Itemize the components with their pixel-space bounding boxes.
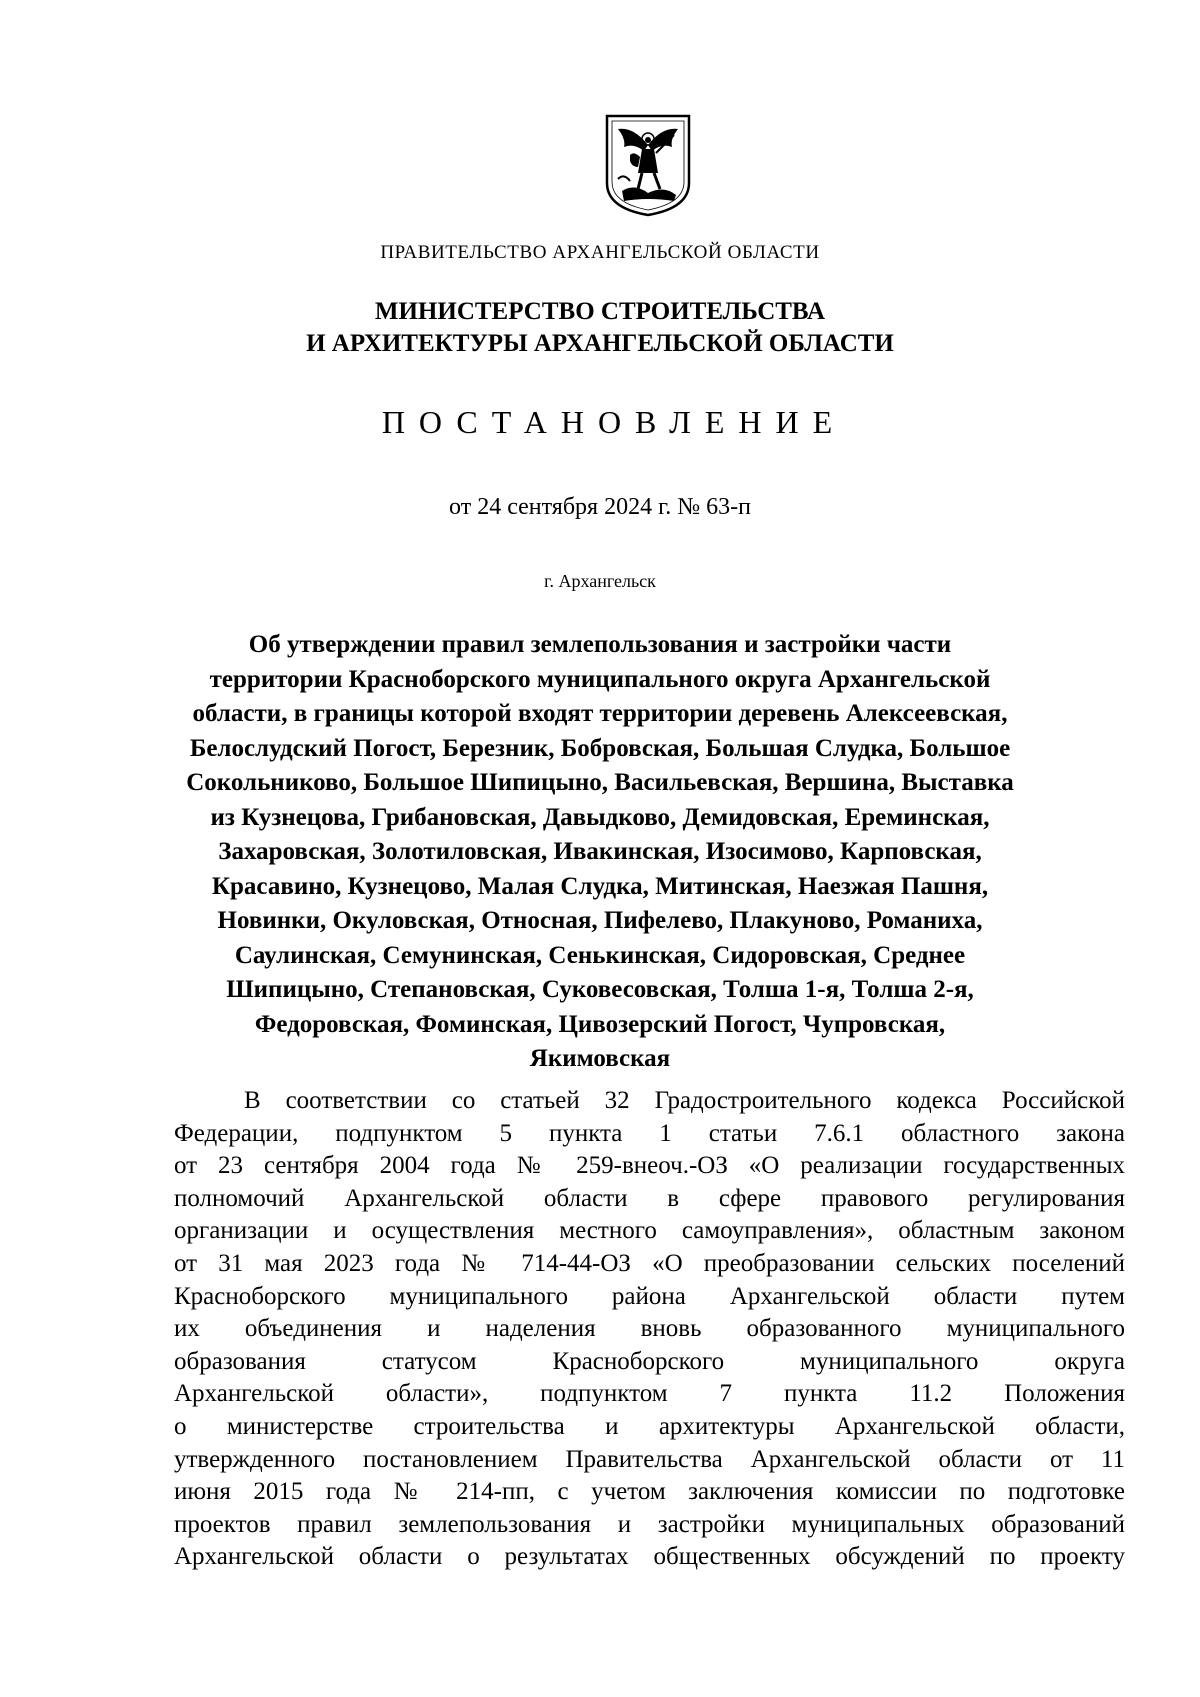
title-line: Новинки, Окуловская, Относная, Пифелево, Плакуново, Романиха, — [217, 907, 983, 934]
body-line: полномочий Архангельской области в сфере правового регулирования — [174, 1184, 1125, 1212]
title-line: Красавино, Кузнецово, Малая Слудка, Митинская, Наезжая Пашня, — [211, 872, 989, 900]
ministry-name — [150, 296, 1050, 360]
title-line: Саулинская, Семунинская, Сенькинская, Сидоровская, Среднее — [234, 941, 966, 969]
body-paragraph — [174, 1085, 1125, 1574]
body-line: их объединения и наделения вновь образованного муниципального — [174, 1315, 1125, 1343]
title-line: из Кузнецова, Грибановская, Давыдково, Демидовская, Ереминская, — [210, 803, 990, 831]
body-line: образования статусом Красноборского муниципального округа — [174, 1347, 1125, 1375]
title-line: Белослудский Погост, Березник, Бобровская, Большая Слудка, Большое — [189, 734, 1011, 762]
body-line: Красноборского муниципального района Архангельской области путем — [174, 1282, 1125, 1310]
ministry-line: И АРХИТЕКТУРЫ АРХАНГЕЛЬСКОЙ ОБЛАСТИ — [306, 330, 894, 357]
document-date-number: от 24 сентября 2024 г. № 63-п — [449, 494, 751, 520]
title-line: Шипицыно, Степановская, Суковесовская, Толша 1-я, Толша 2-я, — [226, 976, 974, 1003]
body-line: июня 2015 года № 214-пп, с учетом заключения комиссии по подготовке — [174, 1478, 1125, 1506]
government-name: ПРАВИТЕЛЬСТВО АРХАНГЕЛЬСКОЙ ОБЛАСТИ — [380, 242, 820, 263]
title-line: Якимовская — [529, 1045, 671, 1072]
document-title — [150, 628, 1050, 1077]
body-line: Федерации, подпунктом 5 пункта 1 статьи 7.6.1 областного закона — [174, 1119, 1125, 1147]
title-line: Сокольниково, Большое Шипицыно, Васильевская, Вершина, Выставка — [186, 769, 1014, 796]
title-line: области, в границы которой входят территории деревень Алексеевская, — [192, 700, 1008, 727]
body-line: утвержденного постановлением Правительства Архангельской области от 11 — [174, 1445, 1125, 1473]
document-city: г. Архангельск — [544, 571, 656, 591]
body-line: от 23 сентября 2004 года № 259-внеоч.-ОЗ «О реализации государственных — [174, 1152, 1125, 1180]
body-line: Архангельской области», подпунктом 7 пункта 11.2 Положения — [174, 1380, 1125, 1408]
coat-of-arms-icon — [604, 113, 692, 218]
title-line: Федоровская, Фоминская, Цивозерский Погост, Чупровская, — [254, 1010, 946, 1038]
body-line: от 31 мая 2023 года № 714-44-ОЗ «О преобразовании сельских поселений — [174, 1249, 1125, 1277]
title-line: Об утверждении правил землепользования и застройки части — [248, 631, 952, 658]
body-line: Архангельской области о результатах общественных обсуждений по проекту — [174, 1543, 1125, 1571]
body-line: В соответствии со статьей 32 Градостроительного кодекса Российской — [244, 1087, 1125, 1114]
body-line: о министерстве строительства и архитектуры Архангельской области, — [174, 1412, 1125, 1440]
title-line: территории Красноборского муниципального округа Архангельской — [209, 665, 991, 693]
body-line: проектов правил землепользования и застройки муниципальных образований — [174, 1510, 1125, 1538]
body-line: организации и осуществления местного самоуправления», областным законом — [174, 1217, 1125, 1245]
document-type: ПОСТАНОВЛЕНИЕ — [381, 404, 847, 440]
title-line: Захаровская, Золотиловская, Ивакинская, Изосимово, Карповская, — [218, 838, 982, 865]
ministry-line: МИНИСТЕРСТВО СТРОИТЕЛЬСТВА — [374, 298, 826, 325]
